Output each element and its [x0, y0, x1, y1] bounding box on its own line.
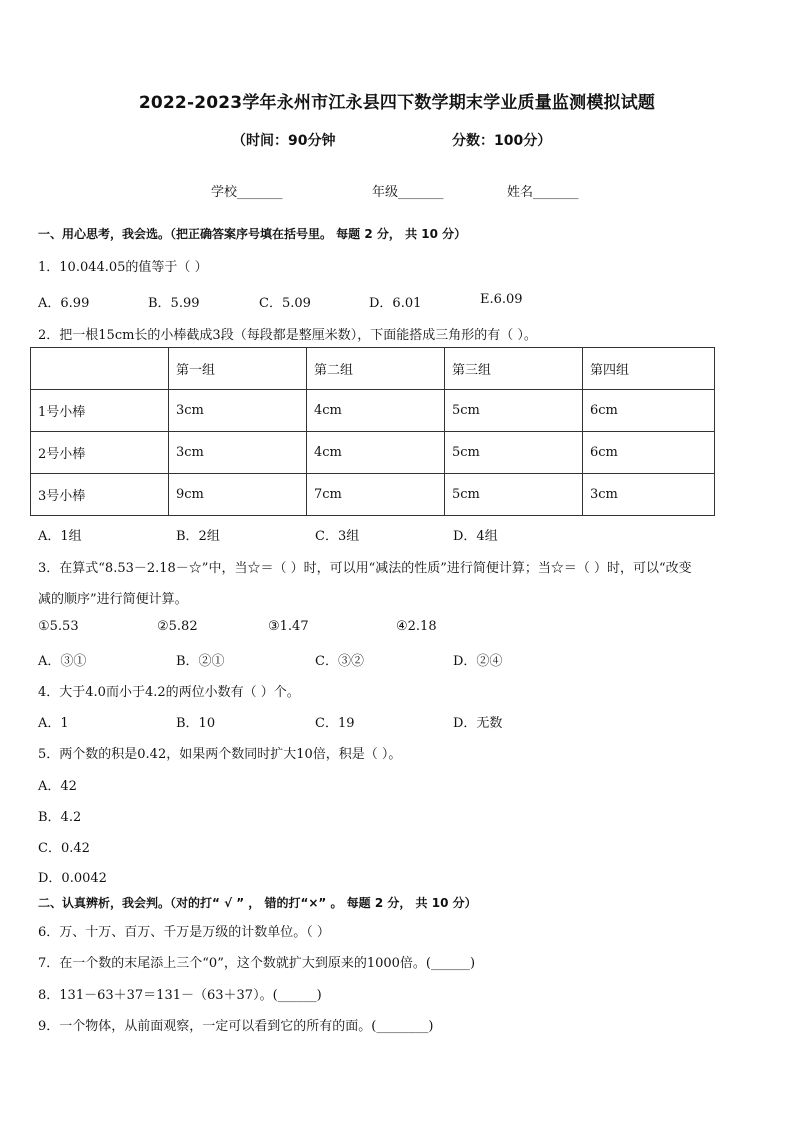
table-header-row	[31, 348, 715, 390]
q1-option-d: D．6.01	[369, 296, 422, 311]
table-cell: 5cm	[445, 432, 583, 474]
table-cell: 5cm	[445, 474, 583, 516]
q3-choice-1: ①5.53	[38, 619, 79, 634]
q3-option-b: B．②①	[176, 654, 225, 669]
q1-option-a: A．6.99	[38, 296, 90, 311]
question-7: 7．在一个数的末尾添上三个“0”，这个数就扩大到原来的1000倍。(______)	[38, 956, 476, 971]
q1-option-c: C．5.09	[259, 296, 311, 311]
exam-time: （时间：90分钟	[232, 133, 336, 149]
name-field: 姓名_______	[507, 185, 579, 200]
q1-option-e: E.6.09	[480, 292, 523, 307]
table-row	[31, 432, 715, 474]
q5-option-a: A．42	[38, 779, 77, 794]
q2-option-a: A．1组	[38, 529, 82, 544]
q2-option-c: C．3组	[315, 529, 360, 544]
table-cell: 3cm	[169, 432, 307, 474]
question-6: 6．万、十万、百万、千万是万级的计数单位。（ ）	[38, 925, 330, 940]
stick-groups-table	[30, 347, 715, 516]
q4-option-b: B．10	[176, 716, 216, 731]
table-cell: 5cm	[445, 390, 583, 432]
table-cell: 3cm	[169, 390, 307, 432]
q1-option-b: B．5.99	[148, 296, 200, 311]
exam-title: 2022-2023学年永州市江永县四下数学期末学业质量监测模拟试题	[138, 93, 656, 113]
question-2: 2．把一根15cm长的小棒截成3段（每段都是整厘米数），下面能搭成三角形的有（ ）。	[38, 328, 537, 343]
q2-option-d: D．4组	[453, 529, 498, 544]
q3-choice-4: ④2.18	[396, 619, 437, 634]
q3-option-a: A．③①	[38, 654, 87, 669]
question-3-line-2: 减的顺序”进行简便计算。	[38, 592, 188, 607]
section-2-heading: 二、认真辨析，我会判。（对的打“ √ ” ， 错的打“×” 。 每题 2 分， 共 10 分）	[38, 896, 477, 910]
table-cell: 9cm	[169, 474, 307, 516]
question-4: 4．大于4.0而小于4.2的两位小数有（ ）个。	[38, 685, 300, 700]
table-cell: 1号小棒	[31, 390, 169, 432]
q5-option-d: D．0.0042	[38, 871, 107, 886]
table-header: 第一组	[169, 348, 307, 390]
table-cell: 3号小棒	[31, 474, 169, 516]
table-row	[31, 390, 715, 432]
grade-field: 年级_______	[372, 185, 444, 200]
table-row	[31, 474, 715, 516]
table-cell: 3cm	[583, 474, 715, 516]
question-3-line-1: 3．在算式“8.53－2.18－☆”中，当☆＝（ ）时，可以用“减法的性质”进行简便计算；当☆＝（ ）时，可以“改变	[38, 561, 692, 576]
table-cell: 7cm	[307, 474, 445, 516]
section-1-heading: 一、用心思考，我会选。（把正确答案序号填在括号里。 每题 2 分， 共 10 分）	[38, 227, 467, 241]
q4-option-a: A．1	[38, 716, 69, 731]
q5-option-c: C．0.42	[38, 841, 90, 856]
question-1: 1．10.044.05的值等于（ ）	[38, 260, 208, 275]
table-cell: 4cm	[307, 390, 445, 432]
table-cell: 2号小棒	[31, 432, 169, 474]
table-cell: 4cm	[307, 432, 445, 474]
q3-choice-3: ③1.47	[268, 619, 309, 634]
table-cell: 6cm	[583, 390, 715, 432]
q4-option-c: C．19	[315, 716, 355, 731]
question-5: 5．两个数的积是0.42，如果两个数同时扩大10倍，积是（ ）。	[38, 747, 402, 762]
table-header: 第二组	[307, 348, 445, 390]
q3-option-d: D．②④	[453, 654, 503, 669]
q5-option-b: B．4.2	[38, 810, 82, 825]
table-cell	[31, 348, 169, 390]
table-header: 第三组	[445, 348, 583, 390]
q3-choice-2: ②5.82	[157, 619, 198, 634]
table-cell: 6cm	[583, 432, 715, 474]
q3-option-c: C．③②	[315, 654, 364, 669]
q4-option-d: D．无数	[453, 716, 503, 731]
q2-option-b: B．2组	[176, 529, 220, 544]
school-field: 学校_______	[211, 185, 283, 200]
exam-score: 分数：100分）	[452, 133, 552, 149]
table-header: 第四组	[583, 348, 715, 390]
question-9: 9．一个物体，从前面观察，一定可以看到它的所有的面。(________)	[38, 1019, 434, 1034]
question-8: 8．131－63＋37＝131－（63＋37）。(______)	[38, 988, 322, 1003]
